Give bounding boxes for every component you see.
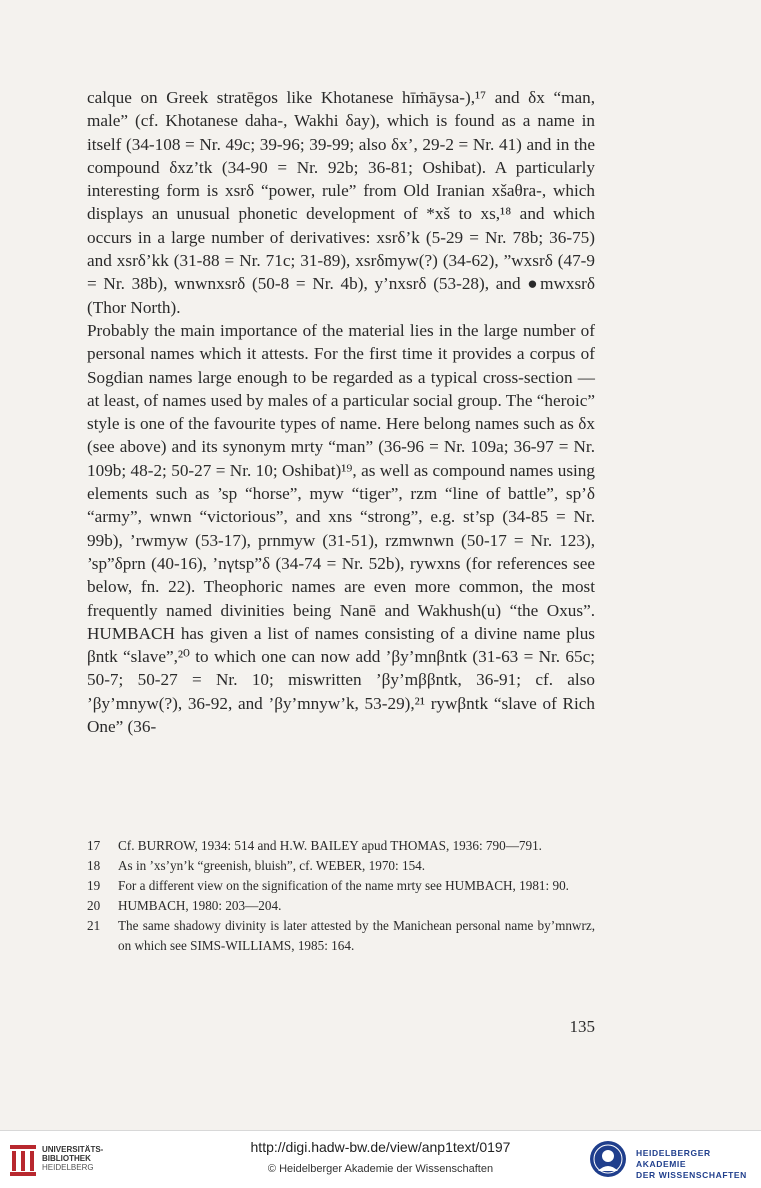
footnote-text: The same shadowy divinity is later attested by the Manichean personal name by’mnwrz, on which see SIMS-WILLIAMS, 1985: 164. <box>118 918 595 953</box>
permalink[interactable]: http://digi.hadw-bw.de/view/anp1text/0197 <box>250 1139 511 1155</box>
footnote-number: 19 <box>87 878 101 893</box>
footnote-number: 18 <box>87 858 101 873</box>
footnote-17 <box>87 836 595 856</box>
copyright-notice: © Heidelberger Akademie der Wissenschaften <box>267 1163 494 1175</box>
academy-seal-icon[interactable] <box>588 1139 628 1179</box>
footnote-18 <box>87 856 595 876</box>
library-name[interactable]: UNIVERSITÄTS- BIBLIOTHEK HEIDELBERG <box>42 1145 104 1172</box>
viewer-footer <box>0 1130 761 1188</box>
paragraph-2: Probably the main importance of the material lies in the large number of personal names which it attests. For the first time it provides a corpus of Sogdian names large enough to be regarded as a typical cross-section — at least, of names used by males of a particular social group. The “heroic” style is one of the favourite types of name. Here belong names such as δx (see above) and its synonym mrty “man” (36-96 = Nr. 109a; 36-97 = Nr. 109b; 48-2; 50-27 = Nr. 10; Oshibat)¹⁹, as well as compound names using elements such as ’sp “horse”, myw “tiger”, rzm “line of battle”, sp’δ “army”, wnwn “victorious”, and xns “strong”, e.g. st’sp (34-85 = Nr. 99b), ’rwmyw (53-17), prnmyw (31-51), rzmwnwn (50-17 = Nr. 123), ’sp”δprn (40-16), ’nγtsp”δ (34-74 = Nr. 52b), rywxns (for references see below, fn. 22). Theophoric names are even more common, the most frequently named divinities being Nanē and Wakhush(u) “the Oxus”. HUMBACH has given a list of names consisting of a divine name plus βntk “slave”,²⁰ to which one can now add ’βy’mnβntk (31-63 = Nr. 65c; 50-7; 50-27 = Nr. 10; miswritten ’βy’mββntk, 36-91; cf. also ’βy’mnyw(?), 36-92, and ’βy’mnyw’k, 53-29),²¹ rywβntk “slave of Rich One” (36- <box>87 320 595 737</box>
footnotes <box>87 836 595 956</box>
footnote-text: Cf. BURROW, 1934: 514 and H.W. BAILEY apud THOMAS, 1936: 790—791. <box>118 838 542 853</box>
body-text <box>87 86 595 738</box>
footnote-number: 20 <box>87 898 101 913</box>
footnote-20 <box>87 896 595 916</box>
page-number: 135 <box>569 1017 595 1036</box>
paragraph-1: calque on Greek stratēgos like Khotanese hīṁāysa-),¹⁷ and δx “man, male” (cf. Khotanese daha-, Wakhi δay), which is found as a name in itself (34-108 = Nr. 49c; 39-96; 39-99; also δx’, 29-2 = Nr. 41) and in the compound δxz’tk (34-90 = Nr. 92b; 36-81; Oshibat). A particularly interesting form is xsrδ “power, rule” from Old Iranian xšaθra-, which displays an unusual phonetic development of *xš to xs,¹⁸ and which occurs in a large number of derivatives: xsrδ’k (5-29 = Nr. 78b; 36-75) and xsrδ’kk (31-88 = Nr. 71c; 31-89), xsrδmyw(?) (34-62), ”wxsrδ (47-9 = Nr. 38b), wnwnxsrδ (50-8 = Nr. 4b), y’nxsrδ (53-28), and ●mwxsrδ (Thor North). <box>87 88 595 317</box>
footnote-text: As in ’xs’yn’k “greenish, bluish”, cf. WEBER, 1970: 154. <box>118 858 426 873</box>
footnote-text: For a different view on the signification of the name mrty see HUMBACH, 1981: 90. <box>118 878 569 893</box>
footnote-number: 21 <box>87 918 101 933</box>
footnote-21 <box>87 916 595 956</box>
footnote-text: HUMBACH, 1980: 203—204. <box>118 898 282 913</box>
footnote-19 <box>87 876 595 896</box>
academy-name[interactable]: HEIDELBERGER AKADEMIE DER WISSENSCHAFTEN <box>636 1148 747 1180</box>
footnote-number: 17 <box>87 838 101 853</box>
